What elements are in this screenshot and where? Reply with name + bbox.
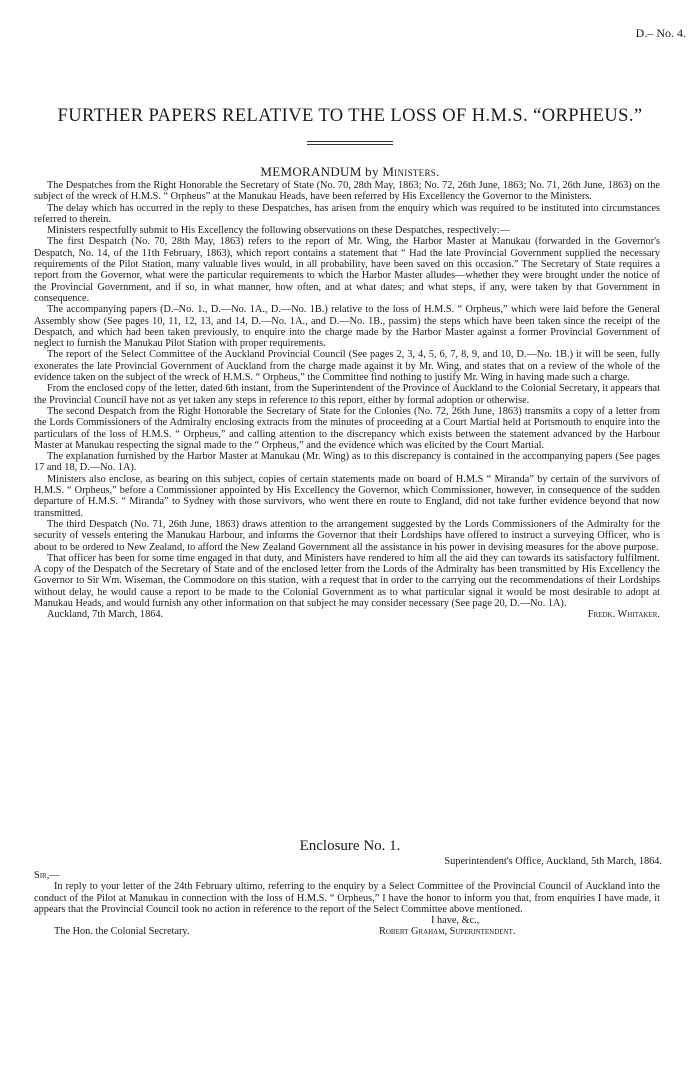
- title-rule-upper: [307, 141, 393, 142]
- title-rule-lower: [307, 144, 393, 145]
- memo-paragraph: Ministers respectfully submit to His Excellency the following observations on these Despatches, respectively:—: [47, 225, 510, 237]
- memo-paragraph: The second Despatch from the Right Honorable the Secretary of State for the Colonies (No. 72, 26th June, 1863) transmits a copy of a letter from the Lords Commissioners of the Admiralty enclosing extracts from the minutes of proceeding at a Court Martial held at Portsmouth to enquire into the particulars of the loss of H.M.S. “ Orpheus,” and calling attention to the discrepancy which exists between the statement advanced by the Harbour Master at Manukau respecting the signal made to the “ Orpheus,” and the evidence which was elicited by the Court Martial.: [34, 405, 660, 451]
- enclosure-salutation: Sir,—: [34, 870, 60, 881]
- enclosure-body: [34, 870, 660, 938]
- memo-paragraph: The first Despatch (No. 70, 28th May, 1863) refers to the report of Mr. Wing, the Harbor Master at Manukau (forwarded in the Governor's Despatch, No. 14, of the 11th February, 1863), which report contains a statement that “ Had the late Provincial Government supplied the necessary requirements of the Pilot Station, many valuable lives would, in all probability, have been saved on this occasion.” The Secretary of State requires a report from the Governor, what were the particular requirements to which the Harbor Master alludes—whether they were brought under the notice of the Provincial Government, and if so, in what manner, how often, and at what dates; and what steps, if any, were taken by that Government in consequence.: [34, 236, 660, 304]
- memo-paragraph: The explanation furnished by the Harbor Master at Manukau (Mr. Wing) as to this discrepancy is contained in the accompanying papers (See pages 17 and 18, D.—No. 1A).: [34, 451, 660, 474]
- enclosure-paragraph: In reply to your letter of the 24th February ultimo, referring to the enquiry by a Select Committee of the Provincial Council of Auckland into the conduct of the Pilot at Manukau in connection with the loss of H.M.S. “ Orpheus,” I have the honor to inform you that, from enquiries I have made, it appears that the Provincial Council took no action in reference to the report of the Select Committee above mentioned.: [34, 881, 660, 915]
- memo-paragraph: The Despatches from the Right Honorable the Secretary of State (No. 70, 28th May, 1863; No. 72, 26th June, 1863; No. 71, 26th June, 1863) on the subject of the wreck of H.M.S. “ Orpheus” at the Manukau Heads, have been referred by His Excellency the Governor to the Ministers.: [34, 180, 660, 203]
- enclosure-heading: Enclosure No. 1.: [299, 838, 401, 854]
- memorandum-heading-author: Ministers.: [382, 164, 440, 179]
- enclosure-addressee: The Hon. the Colonial Secretary.: [54, 926, 190, 938]
- memo-signature: Fredk. Whitaker.: [587, 609, 660, 621]
- memo-paragraph: The accompanying papers (D.–No. 1., D.—No. 1A., D.—No. 1B.) relative to the loss of H.M.S. “ Orpheus,” which were laid before the General Assembly show (See pages 10, 11, 12, 13, and 14, D.—No. 1A., and D.—No. 1B., passim) the steps which have been taken since the receipt of the Despatch, and which had been taken previously, to enquire into the charge made by the Harbor Master against a former Provincial Government of neglect to furnish the Manukau Pilot Station with proper requirements.: [34, 304, 660, 350]
- enclosure-closing-row: [34, 915, 660, 926]
- memo-paragraph: Ministers also enclose, as bearing on this subject, copies of certain statements made on board of H.M.S “ Miranda” by certain of the survivors of H.M.S. “ Orpheus,” before a Commissioner appointed by His Excellency the Governor, which Commissioner, however, in consequence of the sudden departure of H.M.S. “ Miranda” to Sydney with those survivors, who went there en route to England, did not take further evidence beyond that now transmitted.: [34, 473, 660, 519]
- page-title: FURTHER PAPERS RELATIVE TO THE LOSS OF H.M.S. “ORPHEUS.”: [57, 106, 643, 126]
- memorandum-heading-by: by: [365, 164, 379, 179]
- memo-paragraph: That officer has been for some time engaged in that duty, and Ministers have rendered to him all the aid they can towards its satisfactory fulfilment. A copy of the Despatch of the Secretary of State and of the enclosed letter from the Lords of the Admiralty has been transmitted by His Excellency the Governor to Sir Wm. Wiseman, the Commodore on this station, with a request that in order to the carrying out the recommendations of their Lordships without delay, he would cause a report to be made to the Colonial Government as to what particular signal it would be most desirable to adopt at Manukau Heads, and would furnish any other information on that subject he may consider necessary (See page 20, D.—No. 1A).: [34, 552, 660, 609]
- memo-signature-row: [34, 609, 660, 620]
- enclosure-signer: Robert Graham, Superintendent.: [379, 926, 516, 938]
- enclosure-office-line: Superintendent's Office, Auckland, 5th March, 1864.: [444, 856, 662, 867]
- enclosure-signoff-row: [34, 926, 660, 937]
- memorandum-heading-main: MEMORANDUM: [260, 164, 362, 179]
- memo-place-date: Auckland, 7th March, 1864.: [47, 609, 164, 621]
- memo-paragraph: The report of the Select Committee of the Auckland Provincial Council (See pages 2, 3, 4, 5, 6, 7, 8, 9, and 10, D.—No. 1B.) it will be seen, fully exonerates the late Provincial Government of Auckland from the charge made against it by Mr. Wing, and states that on a review of the whole of the evidence taken on the subject of the wreck of H.M.S. “ Orpheus,” the Committee find nothing to justify Mr. Wing in having made such a charge.: [34, 349, 660, 384]
- memorandum-body: [34, 180, 660, 621]
- enclosure-closing: I have, &c.,: [431, 915, 480, 927]
- memo-paragraph: From the enclosed copy of the letter, dated 6th instant, from the Superintendent of the Province of Auckland to the Colonial Secretary, it appears that the Provincial Council have not as yet taken any steps in reference to this report, either by formal adoption or otherwise.: [34, 383, 660, 406]
- memo-paragraph: The delay which has occurred in the reply to these Despatches, has arisen from the enquiry which was required to be instituted into circumstances referred to therein.: [34, 202, 660, 225]
- memorandum-heading: [0, 164, 700, 180]
- document-reference: D.– No. 4.: [635, 26, 686, 40]
- memo-paragraph: The third Despatch (No. 71, 26th June, 1863) draws attention to the arrangement suggested by the Lords Commissioners of the Admiralty for the security of vessels entering the Manukau Harbour, and informs the Governor that their Lordships have offered to instruct a surveying Officer, who is about to be ordered to New Zealand, to afford the New Zealand Government all the assistance in his power in devising measures for the above purpose.: [34, 518, 660, 553]
